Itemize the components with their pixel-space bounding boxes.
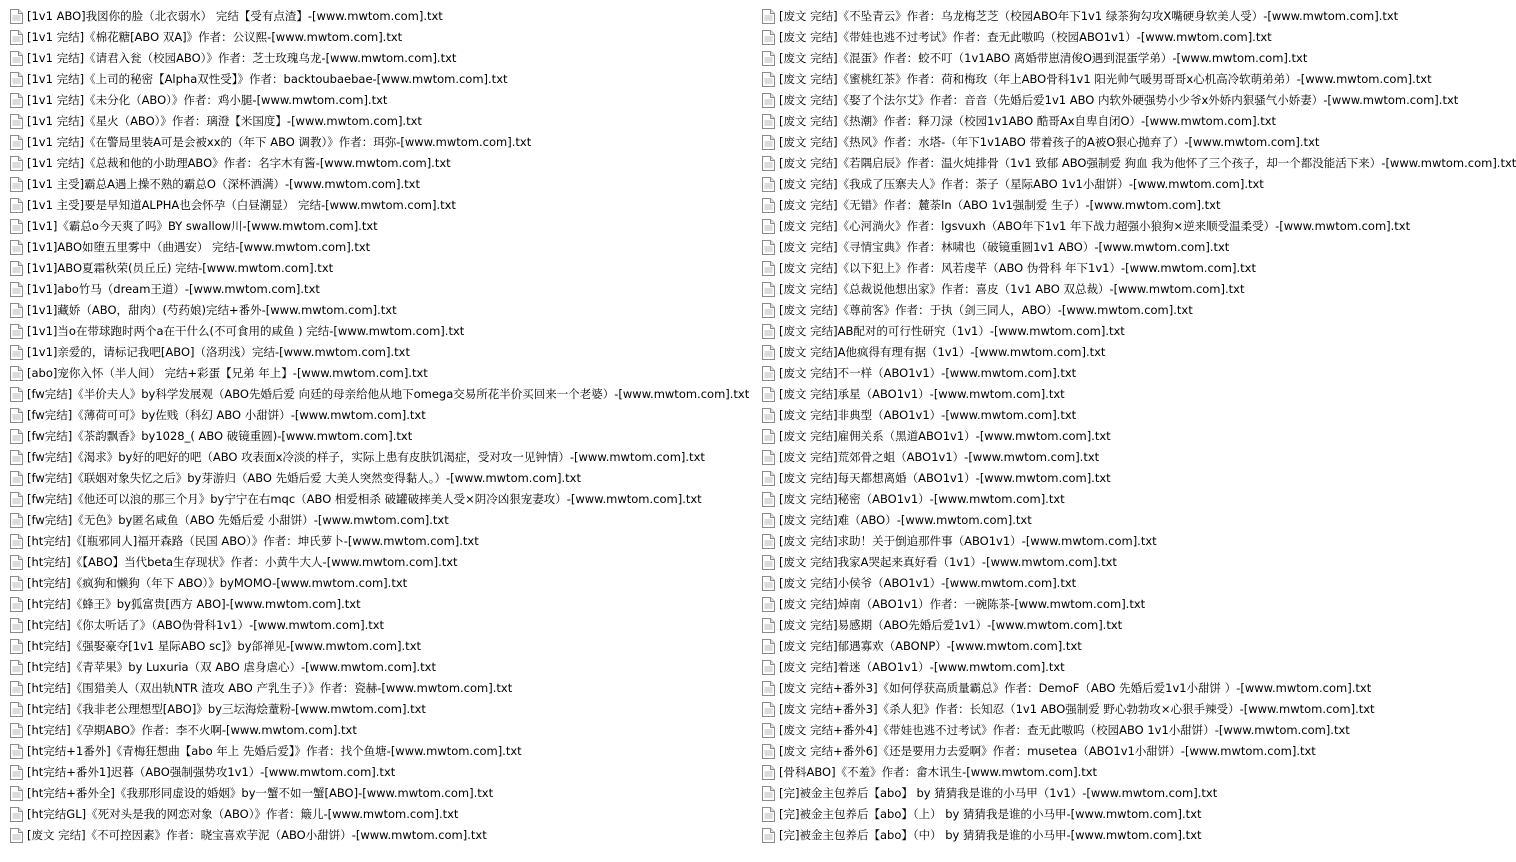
text-file-icon (10, 597, 23, 612)
file-item[interactable] (10, 552, 755, 573)
file-item[interactable] (10, 594, 755, 615)
file-name: [废文 完结]焯南（ABO1v1）作者：一碗陈茶-[www.mwtom.com].txt (779, 597, 1146, 611)
file-name: [完]被金主包养后【abo】（上） by 猜猜我是谁的小马甲-[www.mwtom.com].txt (779, 807, 1202, 821)
text-file-icon (10, 450, 23, 465)
file-item[interactable] (10, 636, 755, 657)
file-item[interactable] (762, 468, 1335, 489)
text-file-icon (762, 114, 775, 129)
text-file-icon (10, 156, 23, 171)
text-file-icon (10, 219, 23, 234)
text-file-icon (10, 618, 23, 633)
file-item[interactable] (10, 468, 755, 489)
file-item[interactable] (10, 6, 755, 27)
text-file-icon (762, 9, 775, 24)
text-file-icon (10, 702, 23, 717)
file-name: [废文 完结]秘密（ABO1v1）-[www.mwtom.com].txt (779, 492, 1065, 506)
file-name: [1v1 ABO]我図你的脸（北衣弱水） 完结【受有点渣】-[www.mwtom.com].txt (27, 9, 443, 23)
file-item[interactable] (762, 258, 1335, 279)
file-item[interactable] (762, 741, 1335, 762)
file-item[interactable] (762, 783, 1335, 804)
file-item[interactable] (762, 636, 1335, 657)
file-name: [废文 完结]《蜜桃红茶》作者：荷和梅玫（年上ABO骨科1v1 阳光帅气暖男哥哥x心机高冷软萌弟弟）-[www.mwtom.com].txt (779, 72, 1432, 86)
text-file-icon (10, 471, 23, 486)
file-item[interactable] (10, 237, 755, 258)
text-file-icon (10, 135, 23, 150)
file-item[interactable] (10, 90, 755, 111)
file-item[interactable] (10, 804, 755, 825)
text-file-icon (762, 492, 775, 507)
text-file-icon (762, 240, 775, 255)
file-name: [废文 完结]每天都想离婚（ABO1v1）-[www.mwtom.com].txt (779, 471, 1111, 485)
file-name: [1v1]ABO如堕五里雾中（曲遇安） 完结-[www.mwtom.com].txt (27, 240, 371, 254)
file-item[interactable] (10, 510, 755, 531)
file-name: [完]被金主包养后【abo】 by 猜猜我是谁的小马甲（1v1）-[www.mwtom.com].txt (779, 786, 1218, 800)
file-item[interactable] (762, 237, 1335, 258)
file-name: [废文 完结]《娶了个法尔艾》作者：音音（先婚后爱1v1 ABO 内软外硬强势小少爷x外娇内狠骚气小娇妻）-[www.mwtom.com].txt (779, 93, 1459, 107)
file-item[interactable] (10, 573, 755, 594)
file-item[interactable] (10, 27, 755, 48)
file-item[interactable] (762, 678, 1372, 699)
text-file-icon (762, 660, 775, 675)
file-item[interactable] (10, 195, 755, 216)
file-name: [废文 完结]《热潮》作者：释刀渌（校园1v1ABO 酷哥Ax自卑自闭O）-[www.mwtom.com].txt (779, 114, 1277, 128)
text-file-icon (762, 51, 775, 66)
file-name: [fw完结]《他还可以浪的那三个月》by宁宁在右mqc（ABO 相爱相杀 破罐破摔美人受×阴冷凶狠宠妻攻）-[www.mwtom.com].txt (27, 492, 702, 506)
file-item[interactable] (10, 321, 755, 342)
file-name: [1v1 完结]《请君入瓮（校园ABO）》作者：芝士玫瑰乌龙-[www.mwtom.com].txt (27, 51, 457, 65)
text-file-icon (10, 765, 23, 780)
file-item[interactable] (10, 678, 755, 699)
file-name: [fw完结]《联姻对象失忆之后》by芽游归（ABO 先婚后爱 大美人突然变得黏人。）-[www.mwtom.com].txt (27, 471, 581, 485)
file-item[interactable] (10, 405, 755, 426)
file-name: [废文 完结]承星（ABO1v1）-[www.mwtom.com].txt (779, 387, 1065, 401)
text-file-icon (762, 387, 775, 402)
file-item[interactable] (762, 48, 1335, 69)
file-item[interactable] (762, 363, 1335, 384)
file-name: [废文 完结]《我成了压寨夫人》作者：荼子（星际ABO 1v1小甜饼）-[www.mwtom.com].txt (779, 177, 1264, 191)
file-name: [1v1 完结]《在警局里装A可是会被xx的（年下 ABO 调教）》作者：珥弥-[www.mwtom.com].txt (27, 135, 532, 149)
file-item[interactable] (10, 531, 755, 552)
file-name: [1v1]abo竹马（dream王道）-[www.mwtom.com].txt (27, 282, 320, 296)
file-item[interactable] (762, 489, 1335, 510)
text-file-icon (762, 324, 775, 339)
file-name: [ht完结]《青苹果》by Luxuria（双 ABO 虐身虐心）-[www.mwtom.com].txt (27, 660, 436, 674)
file-item[interactable] (762, 216, 1411, 237)
file-item[interactable] (10, 657, 755, 678)
file-name: [ht完结]《[瓶邪同人]福开森路（民国 ABO）》作者：坤氏萝卜-[www.mwtom.com].txt (27, 534, 479, 548)
text-file-icon (10, 198, 23, 213)
file-name: [ht完结]《我非老公理想型[ABO]》by三坛海烩蕫粉-[www.mwtom.com].txt (27, 702, 426, 716)
text-file-icon (762, 765, 775, 780)
file-name: [骨科ABO]《不羞》作者：畲木讯生-[www.mwtom.com].txt (779, 765, 1098, 779)
file-name: [ht完结+番外全]《我那形同虚设的婚姻》by一蟹不如一蟹[ABO]-[www.mwtom.com].txt (27, 786, 494, 800)
file-name: [废文 完结]我家A哭起来真好看（1v1）-[www.mwtom.com].txt (779, 555, 1117, 569)
text-file-icon (762, 72, 775, 87)
file-item[interactable] (10, 825, 755, 846)
text-file-icon (10, 660, 23, 675)
text-file-icon (762, 618, 775, 633)
file-item[interactable] (762, 384, 1335, 405)
text-file-icon (10, 807, 23, 822)
text-file-icon (762, 429, 775, 444)
text-file-icon (10, 9, 23, 24)
file-item[interactable] (762, 825, 1335, 846)
file-item[interactable] (762, 342, 1335, 363)
file-name: [ht完结]《强娶豪夺[1v1 星际ABO sc]》by郃禅见-[www.mwtom.com].txt (27, 639, 422, 653)
file-item[interactable] (10, 762, 755, 783)
file-item[interactable] (10, 69, 755, 90)
file-item[interactable] (762, 153, 1516, 174)
text-file-icon (762, 744, 775, 759)
text-file-icon (10, 30, 23, 45)
text-file-icon (10, 744, 23, 759)
file-name: [fw完结]《渴求》by好的吧好的吧（ABO 攻表面x冷淡的样子，实际上患有皮肤饥渴症，受对攻一见钟情）-[www.mwtom.com].txt (27, 450, 705, 464)
text-file-icon (10, 282, 23, 297)
file-name: [1v1]《霸总o今天爽了吗》BY swallow川-[www.mwtom.com].txt (27, 219, 378, 233)
file-name: [1v1 完结]《棉花糖[ABO 双A]》作者：公议熙-[www.mwtom.com].txt (27, 30, 403, 44)
file-item[interactable] (762, 657, 1335, 678)
file-item[interactable] (762, 552, 1335, 573)
file-name: [ht完结]《围猎美人（双出轨NTR 渣攻 ABO 产乳生子）》作者：瓷赫-[www.mwtom.com].txt (27, 681, 513, 695)
file-name: [废文 完结+番外4]《带娃也逃不过考试》作者：查无此嗷呜（校园ABO 1v1小甜饼）-[www.mwtom.com].txt (779, 723, 1350, 737)
file-name: [废文 完结]易感期（ABO先婚后爱1v1）-[www.mwtom.com].txt (779, 618, 1123, 632)
file-name: [废文 完结]不一样（ABO1v1）-[www.mwtom.com].txt (779, 366, 1077, 380)
text-file-icon (762, 555, 775, 570)
file-name: [1v1 主受]要是早知道ALPHA也会怀孕（白昼潮显） 完结-[www.mwtom.com].txt (27, 198, 456, 212)
file-item[interactable] (762, 762, 1335, 783)
file-item[interactable] (10, 426, 755, 447)
file-item[interactable] (762, 447, 1335, 468)
file-name: [ht完结+番外1]迟暮（ABO强制强势攻1v1）-[www.mwtom.com].txt (27, 765, 396, 779)
file-name: [废文 完结]《尊前客》作者：于执（剑三同人，ABO）-[www.mwtom.com].txt (779, 303, 1193, 317)
file-name: [1v1]藏娇（ABO，甜肉）(芍药娘)完结+番外-[www.mwtom.com].txt (27, 303, 397, 317)
file-name: [1v1 完结]《上司的秘密【Alpha双性受】》作者：backtoubaebae-[www.mwtom.com].txt (27, 72, 508, 86)
file-item[interactable] (762, 27, 1335, 48)
file-item[interactable] (10, 783, 755, 804)
text-file-icon (10, 786, 23, 801)
file-item[interactable] (10, 48, 755, 69)
file-name: [废文 完结]《不可控因素》作者：晓宝喜欢芋泥（ABO小甜饼）-[www.mwtom.com].txt (27, 828, 487, 842)
text-file-icon (762, 786, 775, 801)
text-file-icon (10, 261, 23, 276)
text-file-icon (762, 828, 775, 843)
file-name: [废文 完结]难（ABO）-[www.mwtom.com].txt (779, 513, 1032, 527)
file-item[interactable] (762, 195, 1335, 216)
file-name: [废文 完结]求助！关于倒追那件事（ABO1v1）-[www.mwtom.com].txt (779, 534, 1157, 548)
file-name: [abo]宠你入怀（半人间） 完结+彩蛋【兄弟 年上】-[www.mwtom.com].txt (27, 366, 428, 380)
text-file-icon (10, 723, 23, 738)
file-name: [废文 完结]《以下犯上》作者：风若虔芊（ABO 伪骨科 年下1v1）-[www.mwtom.com].txt (779, 261, 1256, 275)
file-name: [废文 完结]《混蛋》作者：蛟不叮（1v1ABO 离婚带崽清俊O遇到混蛋学弟）-[www.mwtom.com].txt (779, 51, 1308, 65)
text-file-icon (762, 597, 775, 612)
file-item[interactable] (762, 615, 1335, 636)
file-item[interactable] (762, 111, 1335, 132)
file-name: [ht完结]《孕期ABO》作者：李不火啊-[www.mwtom.com].txt (27, 723, 357, 737)
file-item[interactable] (10, 111, 755, 132)
text-file-icon (762, 261, 775, 276)
text-file-icon (762, 198, 775, 213)
text-file-icon (762, 450, 775, 465)
file-name: [废文 完结]《无错》作者：麓荼ln（ABO 1v1强制爱 生子）-[www.mwtom.com].txt (779, 198, 1221, 212)
text-file-icon (10, 828, 23, 843)
file-item[interactable] (10, 720, 755, 741)
file-item[interactable] (10, 216, 755, 237)
text-file-icon (10, 492, 23, 507)
file-name: [废文 完结+番外3]《如何俘获高质量霸总》作者：DemoF（ABO 先婚后爱1v1小甜饼 ）-[www.mwtom.com].txt (779, 681, 1372, 695)
file-name: [1v1 完结]《星火（ABO）》作者：璃澄【米国度】-[www.mwtom.com].txt (27, 114, 422, 128)
text-file-icon (10, 324, 23, 339)
file-item[interactable] (10, 384, 755, 405)
text-file-icon (762, 30, 775, 45)
file-name: [fw完结]《茶韵飘香》by1028_( ABO 破镜重圆)-[www.mwtom.com].txt (27, 429, 413, 443)
text-file-icon (10, 51, 23, 66)
text-file-icon (10, 93, 23, 108)
text-file-icon (10, 387, 23, 402)
file-item[interactable] (10, 699, 755, 720)
text-file-icon (10, 240, 23, 255)
file-item[interactable] (762, 300, 1335, 321)
file-item[interactable] (762, 174, 1335, 195)
file-item[interactable] (10, 174, 755, 195)
text-file-icon (762, 576, 775, 591)
file-item[interactable] (10, 258, 755, 279)
text-file-icon (10, 534, 23, 549)
file-item[interactable] (10, 741, 755, 762)
file-item[interactable] (10, 132, 755, 153)
text-file-icon (762, 219, 775, 234)
file-item[interactable] (10, 279, 755, 300)
file-item[interactable] (762, 804, 1335, 825)
file-item[interactable] (10, 363, 755, 384)
text-file-icon (10, 72, 23, 87)
text-file-icon (762, 639, 775, 654)
text-file-icon (762, 723, 775, 738)
text-file-icon (10, 345, 23, 360)
file-item[interactable] (762, 90, 1459, 111)
text-file-icon (762, 135, 775, 150)
text-file-icon (762, 345, 775, 360)
file-name: [废文 完结]小侯爷（ABO1v1）-[www.mwtom.com].txt (779, 576, 1077, 590)
file-name: [ht完结GL]《死对头是我的网恋对象（ABO）》作者：簸儿-[www.mwtom.com].txt (27, 807, 459, 821)
file-name: [废文 完结]雇佣关系（黑道ABO1v1）-[www.mwtom.com].txt (779, 429, 1111, 443)
file-name: [1v1]当o在带球跑时两个a在干什么(不可食用的咸鱼 ) 完结-[www.mwtom.com].txt (27, 324, 465, 338)
text-file-icon (10, 555, 23, 570)
text-file-icon (10, 114, 23, 129)
file-name: [废文 完结]AB配对的可行性研究（1v1）-[www.mwtom.com].txt (779, 324, 1125, 338)
file-item[interactable] (10, 300, 755, 321)
file-item[interactable] (10, 153, 755, 174)
text-file-icon (10, 303, 23, 318)
text-file-icon (762, 156, 775, 171)
file-name: [1v1 主受]霸总A遇上操不熟的霸总O（深杯酒满）-[www.mwtom.com].txt (27, 177, 420, 191)
file-name: [fw完结]《薄荷可可》by佐贱（科幻 ABO 小甜饼）-[www.mwtom.com].txt (27, 408, 426, 422)
text-file-icon (762, 702, 775, 717)
file-item[interactable] (762, 573, 1335, 594)
file-name: [ht完结]《疯狗和懒狗（年下 ABO）》byMOMO-[www.mwtom.com].txt (27, 576, 408, 590)
file-name: [废文 完结]《心河淌火》作者：lgsvuxh（ABO年下1v1 年下战力超强小狼狗×逆来顺受温柔受）-[www.mwtom.com].txt (779, 219, 1411, 233)
text-file-icon (10, 576, 23, 591)
file-item[interactable] (762, 6, 1399, 27)
text-file-icon (762, 471, 775, 486)
text-file-icon (10, 177, 23, 192)
file-name: [ht完结]《蜂王》by狐富贵[西方 ABO]-[www.mwtom.com].txt (27, 597, 361, 611)
file-name: [ht完结]《【ABO】当代beta生存现状》作者：小黄牛大人-[www.mwtom.com].txt (27, 555, 458, 569)
file-name: [废文 完结]郁遇寡欢（ABONP）-[www.mwtom.com].txt (779, 639, 1082, 653)
text-file-icon (10, 681, 23, 696)
file-item[interactable] (762, 510, 1335, 531)
file-name: [1v1 完结]《总裁和他的小助理ABO》作者：名字木有酱-[www.mwtom.com].txt (27, 156, 451, 170)
file-item[interactable] (762, 279, 1335, 300)
file-item[interactable] (762, 132, 1335, 153)
file-name: [废文 完结]《若隅启辰》作者：温火炖排骨（1v1 致郁 ABO强制爱 狗血 我为他怀了三个孩子，却一个都没能活下来）-[www.mwtom.com].txt (779, 156, 1516, 170)
file-name: [1v1]亲爱的，请标记我吧[ABO]（洛玥浅）完结-[www.mwtom.com].txt (27, 345, 410, 359)
file-name: [废文 完结]《总裁说他想出家》作者：喜皮（1v1 ABO 双总裁）-[www.mwtom.com].txt (779, 282, 1245, 296)
file-name: [废文 完结]《寻情宝典》作者：林啸也（破镜重圆1v1 ABO）-[www.mwtom.com].txt (779, 240, 1230, 254)
text-file-icon (762, 807, 775, 822)
file-name: [1v1 完结]《未分化（ABO）》作者：鸡小腿-[www.mwtom.com].txt (27, 93, 388, 107)
text-file-icon (10, 513, 23, 528)
file-name: [fw完结]《半价夫人》by科学发展观（ABO先婚后爱 向廷的母亲给他从地下omega交易所花半价买回来一个老婆）-[www.mwtom.com].txt (27, 387, 750, 401)
file-name: [废文 完结+番外3]《杀人犯》作者：长知忍（1v1 ABO强制爱 野心勃勃攻×心狠手辣受）-[www.mwtom.com].txt (779, 702, 1375, 716)
text-file-icon (762, 93, 775, 108)
file-item[interactable] (10, 615, 755, 636)
file-name: [废文 完结]《不坠青云》作者：乌龙梅芝芝（校园ABO年下1v1 绿茶狗勾攻X嘴硬身软美人受）-[www.mwtom.com].txt (779, 9, 1399, 23)
file-item[interactable] (10, 342, 755, 363)
text-file-icon (762, 513, 775, 528)
file-name: [完]被金主包养后【abo】（中） by 猜猜我是谁的小马甲-[www.mwtom.com].txt (779, 828, 1202, 842)
file-name: [废文 完结]《热风》作者：水塔-（年下1v1ABO 带着孩子的A被O狠心抛弃了）-[www.mwtom.com].txt (779, 135, 1320, 149)
file-name: [废文 完结]荒郊骨之蛆（ABO1v1）-[www.mwtom.com].txt (779, 450, 1100, 464)
file-name: [ht完结+1番外]《青梅狂想曲【abo 年上 先婚后爱】》作者：找个鱼塘-[www.mwtom.com].txt (27, 744, 522, 758)
file-name: [ht完结]《你太听话了》（ABO伪骨科1v1）-[www.mwtom.com].txt (27, 618, 385, 632)
file-column-right (762, 6, 1516, 846)
text-file-icon (762, 681, 775, 696)
file-name: [废文 完结+番外6]《还是要用力去爱啊》作者：musetea（ABO1v1小甜饼）-[www.mwtom.com].txt (779, 744, 1316, 758)
file-item[interactable] (10, 447, 755, 468)
file-item[interactable] (10, 489, 755, 510)
text-file-icon (762, 303, 775, 318)
file-item[interactable] (762, 531, 1335, 552)
file-name: [废文 完结]《带娃也逃不过考试》作者：查无此嗷呜（校园ABO1v1）-[www.mwtom.com].txt (779, 30, 1272, 44)
text-file-icon (762, 282, 775, 297)
file-item[interactable] (762, 405, 1335, 426)
text-file-icon (762, 177, 775, 192)
text-file-icon (762, 534, 775, 549)
text-file-icon (10, 639, 23, 654)
text-file-icon (10, 408, 23, 423)
file-item[interactable] (762, 69, 1432, 90)
file-item[interactable] (762, 594, 1335, 615)
text-file-icon (10, 429, 23, 444)
file-name: [废文 完结]非典型（ABO1v1）-[www.mwtom.com].txt (779, 408, 1077, 422)
file-item[interactable] (762, 699, 1375, 720)
file-column-left (10, 6, 755, 846)
file-name: [1v1]ABO夏霜秋荣(员丘丘) 完结-[www.mwtom.com].txt (27, 261, 334, 275)
file-item[interactable] (762, 426, 1335, 447)
text-file-icon (762, 408, 775, 423)
text-file-icon (762, 366, 775, 381)
file-name: [废文 完结]A他疯得有理有据（1v1）-[www.mwtom.com].txt (779, 345, 1106, 359)
file-item[interactable] (762, 720, 1350, 741)
file-name: [fw完结]《无色》by匿名咸鱼（ABO 先婚后爱 小甜饼）-[www.mwtom.com].txt (27, 513, 449, 527)
file-item[interactable] (762, 321, 1335, 342)
text-file-icon (10, 366, 23, 381)
file-name: [废文 完结]着迷（ABO1v1）-[www.mwtom.com].txt (779, 660, 1065, 674)
